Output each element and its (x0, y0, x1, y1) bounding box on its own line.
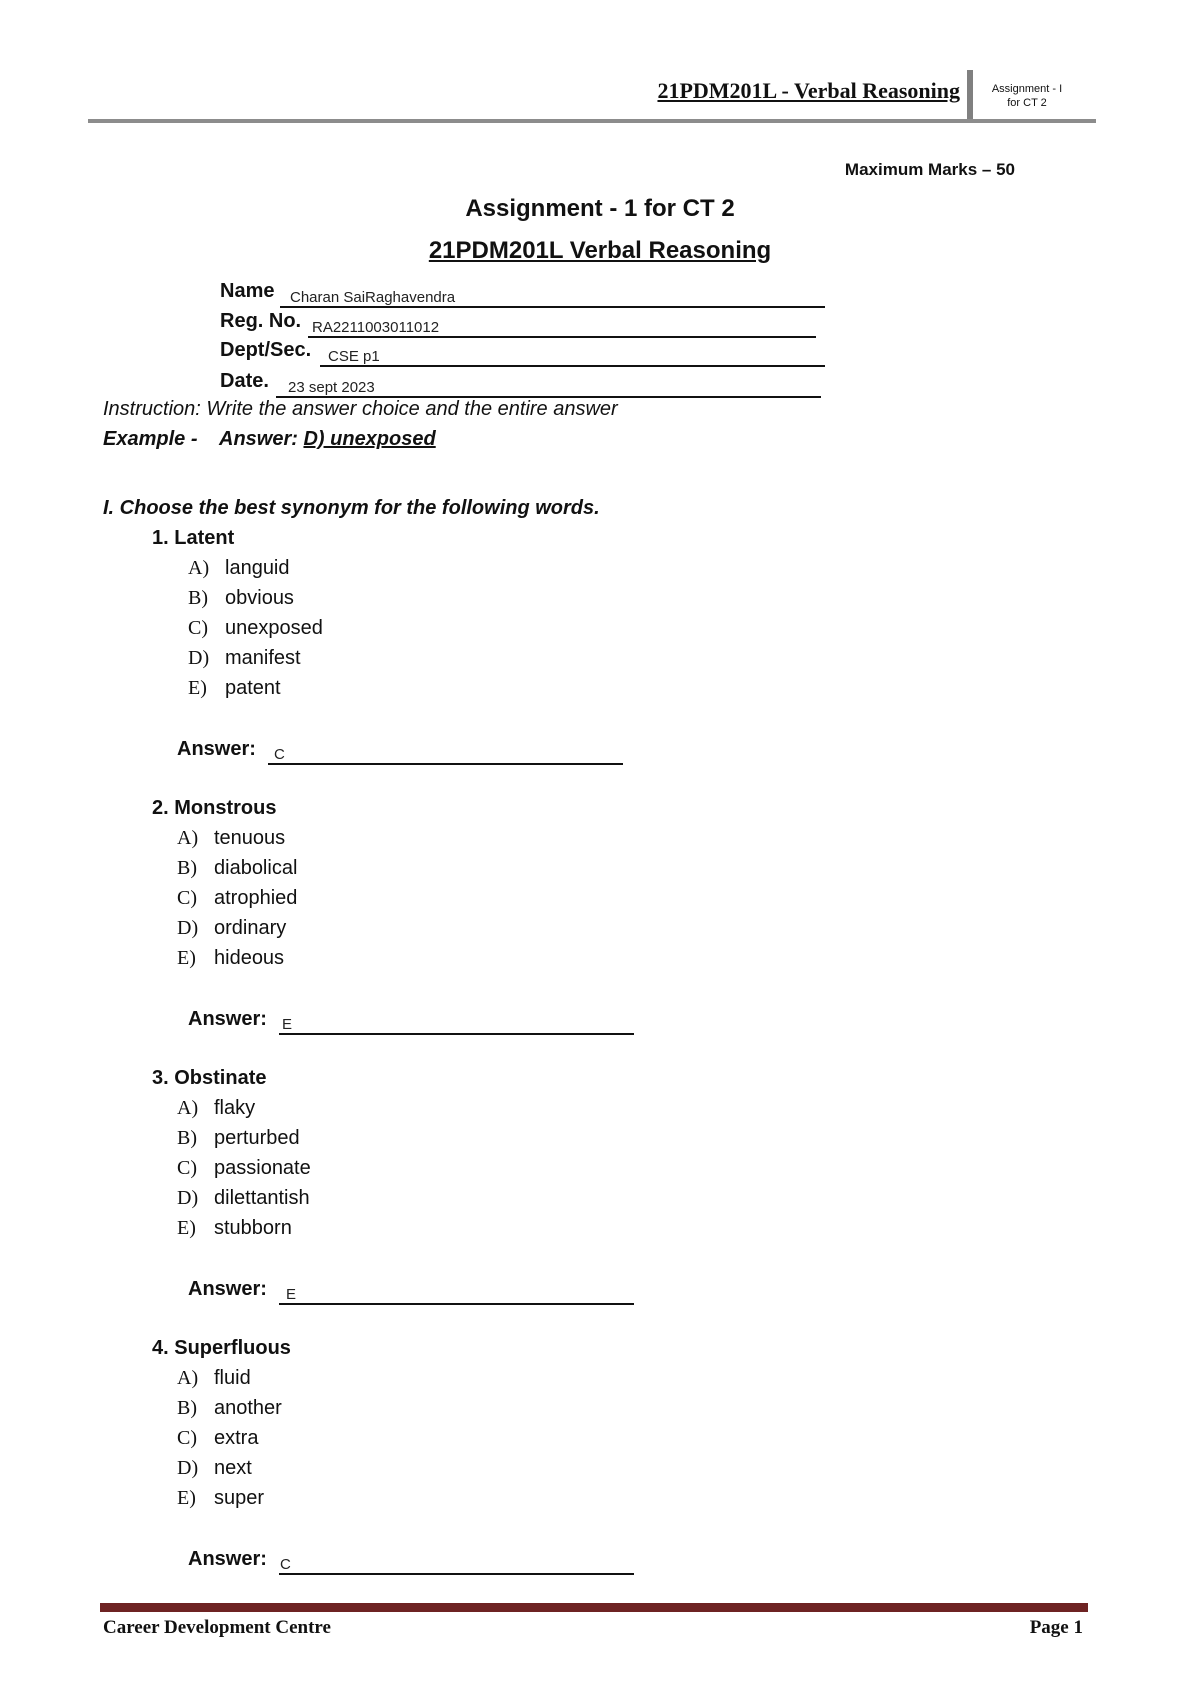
option-text: atrophied (214, 887, 298, 909)
option-text: fluid (214, 1367, 251, 1389)
badge-line-1: Assignment - I (991, 83, 1063, 95)
answer-value[interactable]: E (286, 1286, 297, 1303)
option-text: obvious (225, 587, 294, 609)
question-title: 1. Latent (152, 527, 235, 549)
option-letter: A) (177, 827, 199, 849)
answer-line (279, 1033, 634, 1035)
option-text: diabolical (214, 857, 298, 879)
option-letter: C) (177, 1157, 197, 1179)
document-title: Assignment - 1 for CT 2 (465, 195, 735, 222)
header-divider (967, 70, 973, 120)
option-letter: B) (177, 1397, 197, 1419)
example-answer (219, 428, 436, 451)
answer-line (279, 1303, 634, 1305)
option-text: extra (214, 1427, 259, 1449)
question-title: 3. Obstinate (152, 1067, 267, 1089)
date-value[interactable]: 23 sept 2023 (288, 379, 375, 396)
answer-value[interactable]: E (282, 1016, 293, 1033)
option-letter: B) (188, 587, 208, 609)
option-text: patent (225, 677, 281, 699)
instruction-text: Instruction: Write the answer choice and the entire answer (103, 398, 618, 420)
question-title: 4. Superfluous (152, 1337, 291, 1359)
max-marks: Maximum Marks – 50 (844, 160, 1015, 179)
date-label: Date. (220, 370, 269, 392)
option-letter: C) (177, 887, 197, 909)
option-letter: D) (177, 1457, 199, 1479)
answer-label: Answer: (188, 1278, 267, 1300)
assignment-badge (982, 82, 1072, 110)
answer-label: Answer: (188, 1008, 267, 1030)
answer-value[interactable]: C (274, 746, 285, 763)
option-letter: E) (177, 1217, 196, 1239)
option-text: dilettantish (214, 1187, 310, 1209)
option-text: stubborn (214, 1217, 292, 1239)
option-letter: C) (177, 1427, 197, 1449)
answer-value[interactable]: C (280, 1556, 291, 1573)
option-text: manifest (225, 647, 301, 669)
answer-label: Answer: (188, 1548, 267, 1570)
badge-line-2: for CT 2 (1007, 97, 1047, 109)
option-text: languid (225, 557, 290, 579)
name-value[interactable]: Charan SaiRaghavendra (290, 289, 456, 306)
option-text: passionate (214, 1157, 311, 1179)
footer-org: Career Development Centre (103, 1617, 331, 1638)
option-text: perturbed (214, 1127, 300, 1149)
option-letter: E) (188, 677, 207, 699)
option-letter: D) (177, 917, 199, 939)
option-text: next (214, 1457, 252, 1479)
option-letter: D) (188, 647, 210, 669)
option-text: hideous (214, 947, 285, 969)
option-letter: B) (177, 1127, 197, 1149)
option-text: another (214, 1397, 282, 1419)
option-letter: E) (177, 1487, 196, 1509)
option-letter: C) (188, 617, 208, 639)
option-text: ordinary (214, 917, 287, 939)
option-letter: E) (177, 947, 196, 969)
page-number: Page 1 (1029, 1617, 1083, 1638)
option-letter: A) (177, 1367, 199, 1389)
answer-line (268, 763, 623, 765)
example-answer-value: D) unexposed (303, 428, 436, 450)
option-letter: D) (177, 1187, 199, 1209)
reg-line (308, 336, 816, 338)
question-title: 2. Monstrous (152, 797, 277, 819)
reg-label: Reg. No. (220, 310, 302, 332)
option-letter: A) (188, 557, 210, 579)
dept-line (320, 365, 825, 367)
option-text: flaky (214, 1097, 256, 1119)
name-label: Name (220, 280, 275, 302)
option-letter: B) (177, 857, 197, 879)
course-title-header: 21PDM201L - Verbal Reasoning (657, 78, 960, 103)
document-subtitle: 21PDM201L Verbal Reasoning (428, 237, 772, 264)
header-rule (88, 119, 1096, 123)
dept-label: Dept/Sec. (220, 339, 312, 361)
answer-line (279, 1573, 634, 1575)
option-text: super (214, 1487, 265, 1509)
section-heading: I. Choose the best synonym for the following words. (103, 497, 600, 519)
option-text: tenuous (214, 827, 286, 849)
dept-value[interactable]: CSE p1 (328, 348, 380, 365)
example-answer-label: Answer: (219, 428, 298, 450)
answer-label: Answer: (177, 738, 256, 760)
name-line (280, 306, 825, 308)
reg-value[interactable]: RA2211003011012 (312, 319, 440, 336)
footer-rule (100, 1603, 1088, 1612)
example-line (103, 428, 436, 451)
option-letter: A) (177, 1097, 199, 1119)
option-text: unexposed (225, 617, 323, 639)
example-label: Example - (103, 428, 198, 450)
